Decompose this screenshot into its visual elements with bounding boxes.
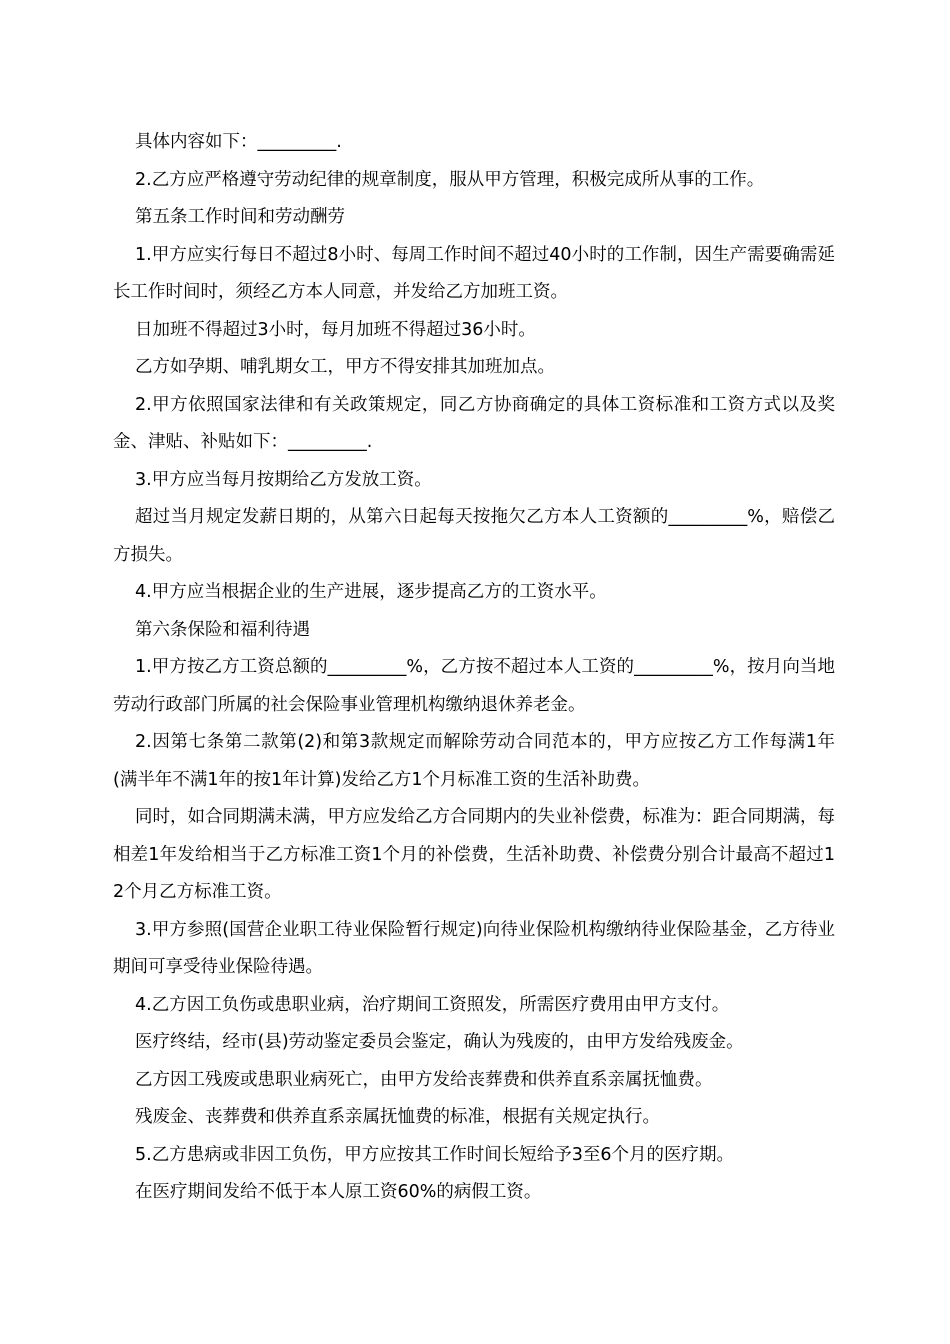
paragraph-wage-standard: 2.甲方依照国家法律和有关政策规定，同乙方协商确定的具体工资标准和工资方式以及奖金、津贴、补贴如下：_________. xyxy=(113,394,835,452)
paragraph-pension-contribution: 1.甲方按乙方工资总额的_________%，乙方按不超过本人工资的_________%，按月向当地劳动行政部门所属的社会保险事业管理机构缴纳退休养老金。 xyxy=(113,657,835,715)
paragraph-medical-period: 5.乙方患病或非因工负伤，甲方应按其工作时间长短给予3至6个月的医疗期。 xyxy=(135,1144,734,1165)
paragraph-overtime-limit: 日加班不得超过3小时，每月加班不得超过36小时。 xyxy=(135,319,536,340)
paragraph-detail-content: 具体内容如下：_________. xyxy=(135,132,342,152)
paragraph-late-pay-compensation: 超过当月规定发薪日期的，从第六日起每天按拖欠乙方本人工资额的_________%，赔偿乙方损失。 xyxy=(113,507,835,565)
paragraph-pregnant-workers: 乙方如孕期、哺乳期女工，甲方不得安排其加班加点。 xyxy=(135,357,555,377)
paragraph-work-injury: 4.乙方因工负伤或患职业病，治疗期间工资照发，所需医疗费用由甲方支付。 xyxy=(135,994,730,1015)
paragraph-death-benefits: 乙方因工残废或患职业病死亡，由甲方发给丧葬费和供养直系亲属抚恤费。 xyxy=(135,1069,713,1090)
section-heading-article-5: 第五条工作时间和劳动酬劳 xyxy=(135,207,345,227)
paragraph-disability-pay: 医疗终结，经市(县)劳动鉴定委员会鉴定，确认为残废的，由甲方发给残废金。 xyxy=(135,1032,744,1052)
paragraph-unemployment-compensation: 同时，如合同期满未满，甲方应发给乙方合同期内的失业补偿费，标准为：距合同期满，每相差1年发给相当于乙方标准工资1个月的补偿费，生活补助费、补偿费分别合计最高不超过12个月乙方标准工资。 xyxy=(113,807,835,902)
paragraph-living-subsidy: 2.因第七条第二款第(2)和第3款规定而解除劳动合同范本的，甲方应按乙方工作每满1年(满半年不满1年的按1年计算)发给乙方1个月标准工资的生活补助费。 xyxy=(113,732,835,790)
section-heading-article-6: 第六条保险和福利待遇 xyxy=(135,619,310,640)
paragraph-monthly-pay: 3.甲方应当每月按期给乙方发放工资。 xyxy=(135,469,432,490)
document-body xyxy=(113,124,835,1212)
paragraph-unemployment-insurance: 3.甲方参照(国营企业职工待业保险暂行规定)向待业保险机构缴纳待业保险基金，乙方待业期间可享受待业保险待遇。 xyxy=(113,919,835,977)
paragraph-sick-pay: 在医疗期间发给不低于本人原工资60%的病假工资。 xyxy=(135,1182,542,1202)
paragraph-wage-increase: 4.甲方应当根据企业的生产进展，逐步提高乙方的工资水平。 xyxy=(135,582,607,602)
paragraph-labor-discipline: 2.乙方应严格遵守劳动纪律的规章制度，服从甲方管理，积极完成所从事的工作。 xyxy=(135,169,765,190)
paragraph-benefit-standards: 残废金、丧葬费和供养直系亲属抚恤费的标准，根据有关规定执行。 xyxy=(135,1107,660,1127)
paragraph-working-hours: 1.甲方应实行每日不超过8小时、每周工作时间不超过40小时的工作制，因生产需要确需延长工作时间时，须经乙方本人同意，并发给乙方加班工资。 xyxy=(113,244,835,302)
